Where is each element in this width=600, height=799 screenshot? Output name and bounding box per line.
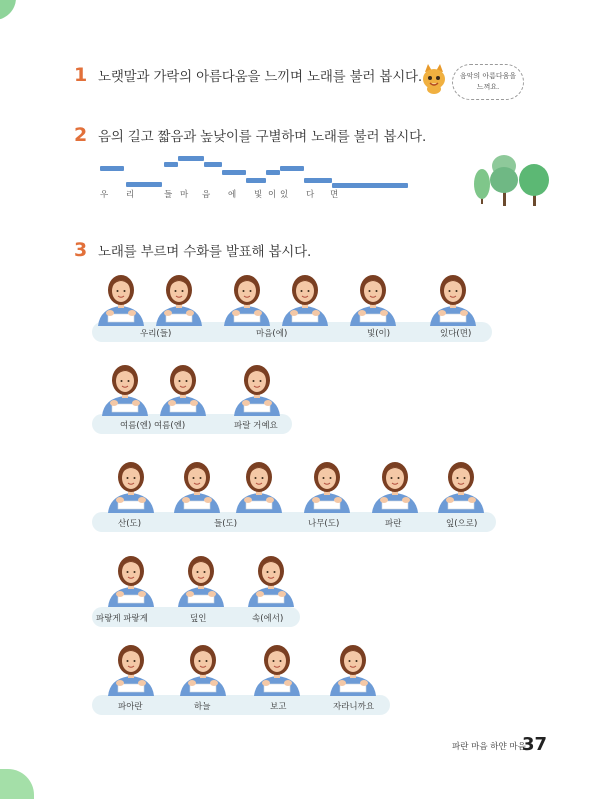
signer — [218, 268, 276, 326]
signer — [102, 455, 160, 513]
syllable: 에 — [228, 190, 237, 200]
signer — [324, 638, 382, 696]
signer — [344, 268, 402, 326]
pitch-bar — [304, 178, 332, 183]
pitch-bar — [280, 166, 304, 171]
signer — [242, 549, 300, 607]
syllable: 음 — [202, 190, 211, 200]
caption: 산(도) — [118, 519, 142, 529]
signer — [366, 455, 424, 513]
pitch-bar — [100, 166, 124, 171]
syllable: 리 — [126, 190, 135, 200]
pitch-bar — [178, 156, 204, 161]
caption-strip — [92, 512, 496, 532]
signer — [92, 268, 150, 326]
signer — [168, 455, 226, 513]
pitch-bar — [266, 170, 280, 175]
signer — [150, 268, 208, 326]
corner-decoration-bottom — [0, 769, 34, 799]
task-text: 노랫말과 가락의 아름다움을 느끼며 노래를 불러 봅시다. — [98, 69, 422, 85]
speech-line: 음악의 아름다움을 — [459, 72, 517, 80]
signer — [432, 455, 490, 513]
task-number: 3 — [74, 239, 88, 261]
caption: 우리(들) — [140, 329, 172, 339]
caption: 보고 — [270, 702, 287, 712]
page-number: 37 — [522, 734, 548, 755]
caption: 파란 — [385, 519, 402, 529]
caption: 자라니까요 — [333, 702, 375, 712]
signer — [276, 268, 334, 326]
caption: 들(도) — [214, 519, 238, 529]
corner-decoration-top — [0, 0, 16, 20]
pitch-bar — [126, 182, 162, 187]
caption: 파아란 — [118, 702, 143, 712]
task-3 — [74, 239, 311, 261]
task-text: 노래를 부르며 수화를 발표해 봅시다. — [98, 244, 312, 260]
pitch-bar — [332, 183, 408, 188]
pitch-bar — [164, 162, 178, 167]
mascot-icon — [420, 64, 448, 94]
syllable: 빛 — [254, 190, 263, 200]
task-text: 음의 길고 짧음과 높낮이를 구별하며 노래를 불러 봅시다. — [98, 129, 427, 145]
pitch-bar — [246, 178, 266, 183]
signer — [174, 638, 232, 696]
caption: 잎(으로) — [446, 519, 478, 529]
speech-bubble — [452, 64, 524, 100]
pitch-bar — [222, 170, 246, 175]
caption: 있다(면) — [440, 329, 472, 339]
caption: 하늘 — [194, 702, 211, 712]
caption: 파랗게 파랗게 — [96, 614, 148, 624]
signer — [230, 455, 288, 513]
caption: 속(에서) — [252, 614, 284, 624]
caption: 덮인 — [190, 614, 207, 624]
signer — [96, 358, 154, 416]
caption: 마음(에) — [256, 329, 288, 339]
signer — [172, 549, 230, 607]
caption: 파랄 거예요 — [234, 421, 278, 431]
footer-title: 파란 마음 하얀 마음 — [452, 742, 526, 752]
syllable: 우 — [100, 190, 109, 200]
trees-illustration — [470, 150, 556, 210]
task-number: 2 — [74, 124, 88, 146]
syllable: 들 — [164, 190, 173, 200]
pitch-diagram — [96, 150, 416, 210]
caption: 빛(이) — [367, 329, 391, 339]
speech-line: 느껴요. — [476, 83, 500, 91]
signer — [298, 455, 356, 513]
signer — [154, 358, 212, 416]
syllable: 다 — [306, 190, 315, 200]
syllable: 마 — [180, 190, 189, 200]
syllable: 이 — [268, 190, 277, 200]
task-2 — [74, 124, 426, 146]
syllable: 면 — [330, 190, 339, 200]
signer — [102, 638, 160, 696]
signer — [424, 268, 482, 326]
caption: 여름(엔) 여름(엔) — [120, 421, 186, 431]
caption: 나무(도) — [308, 519, 340, 529]
syllable: 있 — [280, 190, 289, 200]
task-1 — [74, 64, 422, 86]
signer — [228, 358, 286, 416]
task-number: 1 — [74, 64, 88, 86]
pitch-bar — [204, 162, 222, 167]
signer — [102, 549, 160, 607]
signer — [248, 638, 306, 696]
